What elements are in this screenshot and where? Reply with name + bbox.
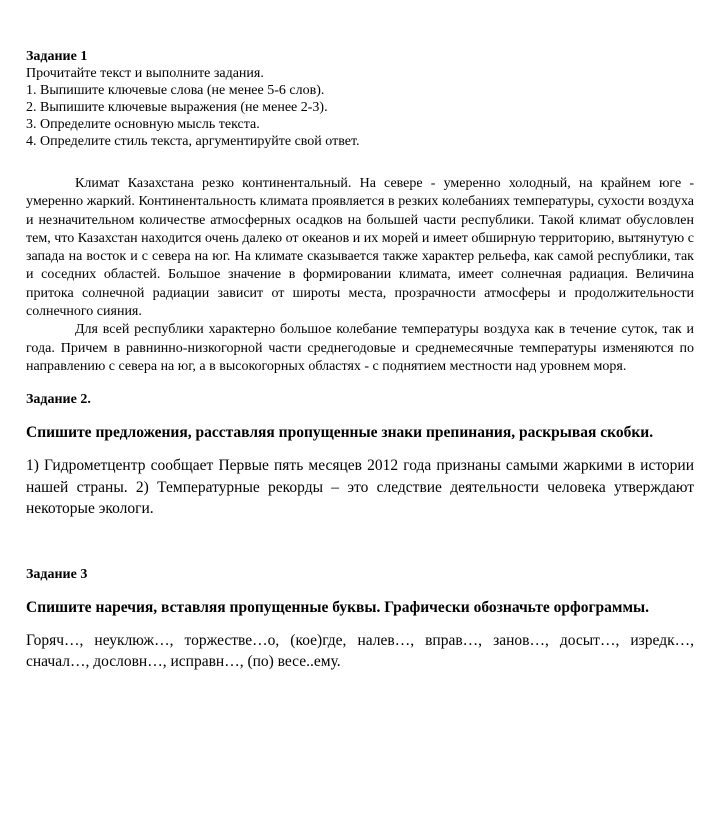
task1-item-1: 1. Выпишите ключевые слова (не менее 5-6 слов). [26,83,325,98]
task1-item-3: 3. Определите основную мысль текста. [26,117,260,132]
task2-instruction: Спишите предложения, расставляя пропущенные знаки препинания, раскрывая скобки. [26,424,654,442]
task1-intro: Прочитайте текст и выполните задания. [26,66,264,81]
task3-text: Горяч…, неуклюж…, торжестве…о, (кое)где, налев…, вправ…, занов…, досыт…, изредк…, сначал…, дословн…, исправн…, (по) весе..ему. [26,631,694,671]
task1-item-2: 2. Выпишите ключевые выражения (не менее 2-3). [26,100,328,115]
document-page [26,48,694,673]
task1-item-4: 4. Определите стиль текста, аргументируйте свой ответ. [26,134,360,149]
climate-paragraph-1: Климат Казахстана резко континентальный. На севере - умеренно холодный, на крайнем юге - умеренно жаркий. Континентальность климата проявляется в резких колебаниях температуры, сухости воздуха и незначительном количестве атмосферных осадков на большей части республики. Такой климат обусловлен тем, что Казахстан находится очень далеко от океанов и их морей и имеет обширную территорию, вытянутую с запада на восток и с севера на юг. На климате сказывается также характер рельефа, как самой республики, так и соседних областей. Большое значение в формировании климата, имеет солнечная радиация. Величина притока солнечной радиации зависит от широты места, прозрачности атмосферы и продолжительности солнечного сияния. [26,176,694,320]
task3-title: Задание 3 [26,566,88,582]
task2-text: 1) Гидрометцентр сообщает Первые пять месяцев 2012 года признаны самыми жаркими в истории нашей страны. 2) Температурные рекорды – это следствие деятельности человека утверждают некоторые экологи. [26,457,694,518]
climate-paragraph-2: Для всей республики характерно большое колебание температуры воздуха как в течение суток, так и года. Причем в равнинно-низкогорной части среднегодовые и среднемесячные температуры изменяются по направлению с севера на юг, а в высокогорных областях - с поднятием местности над уровнем моря. [26,322,694,374]
task2-title: Задание 2. [26,392,91,408]
task1-title: Задание 1 [26,49,88,64]
task3-instruction: Спишите наречия, вставляя пропущенные буквы. Графически обозначьте орфограммы. [26,598,650,616]
